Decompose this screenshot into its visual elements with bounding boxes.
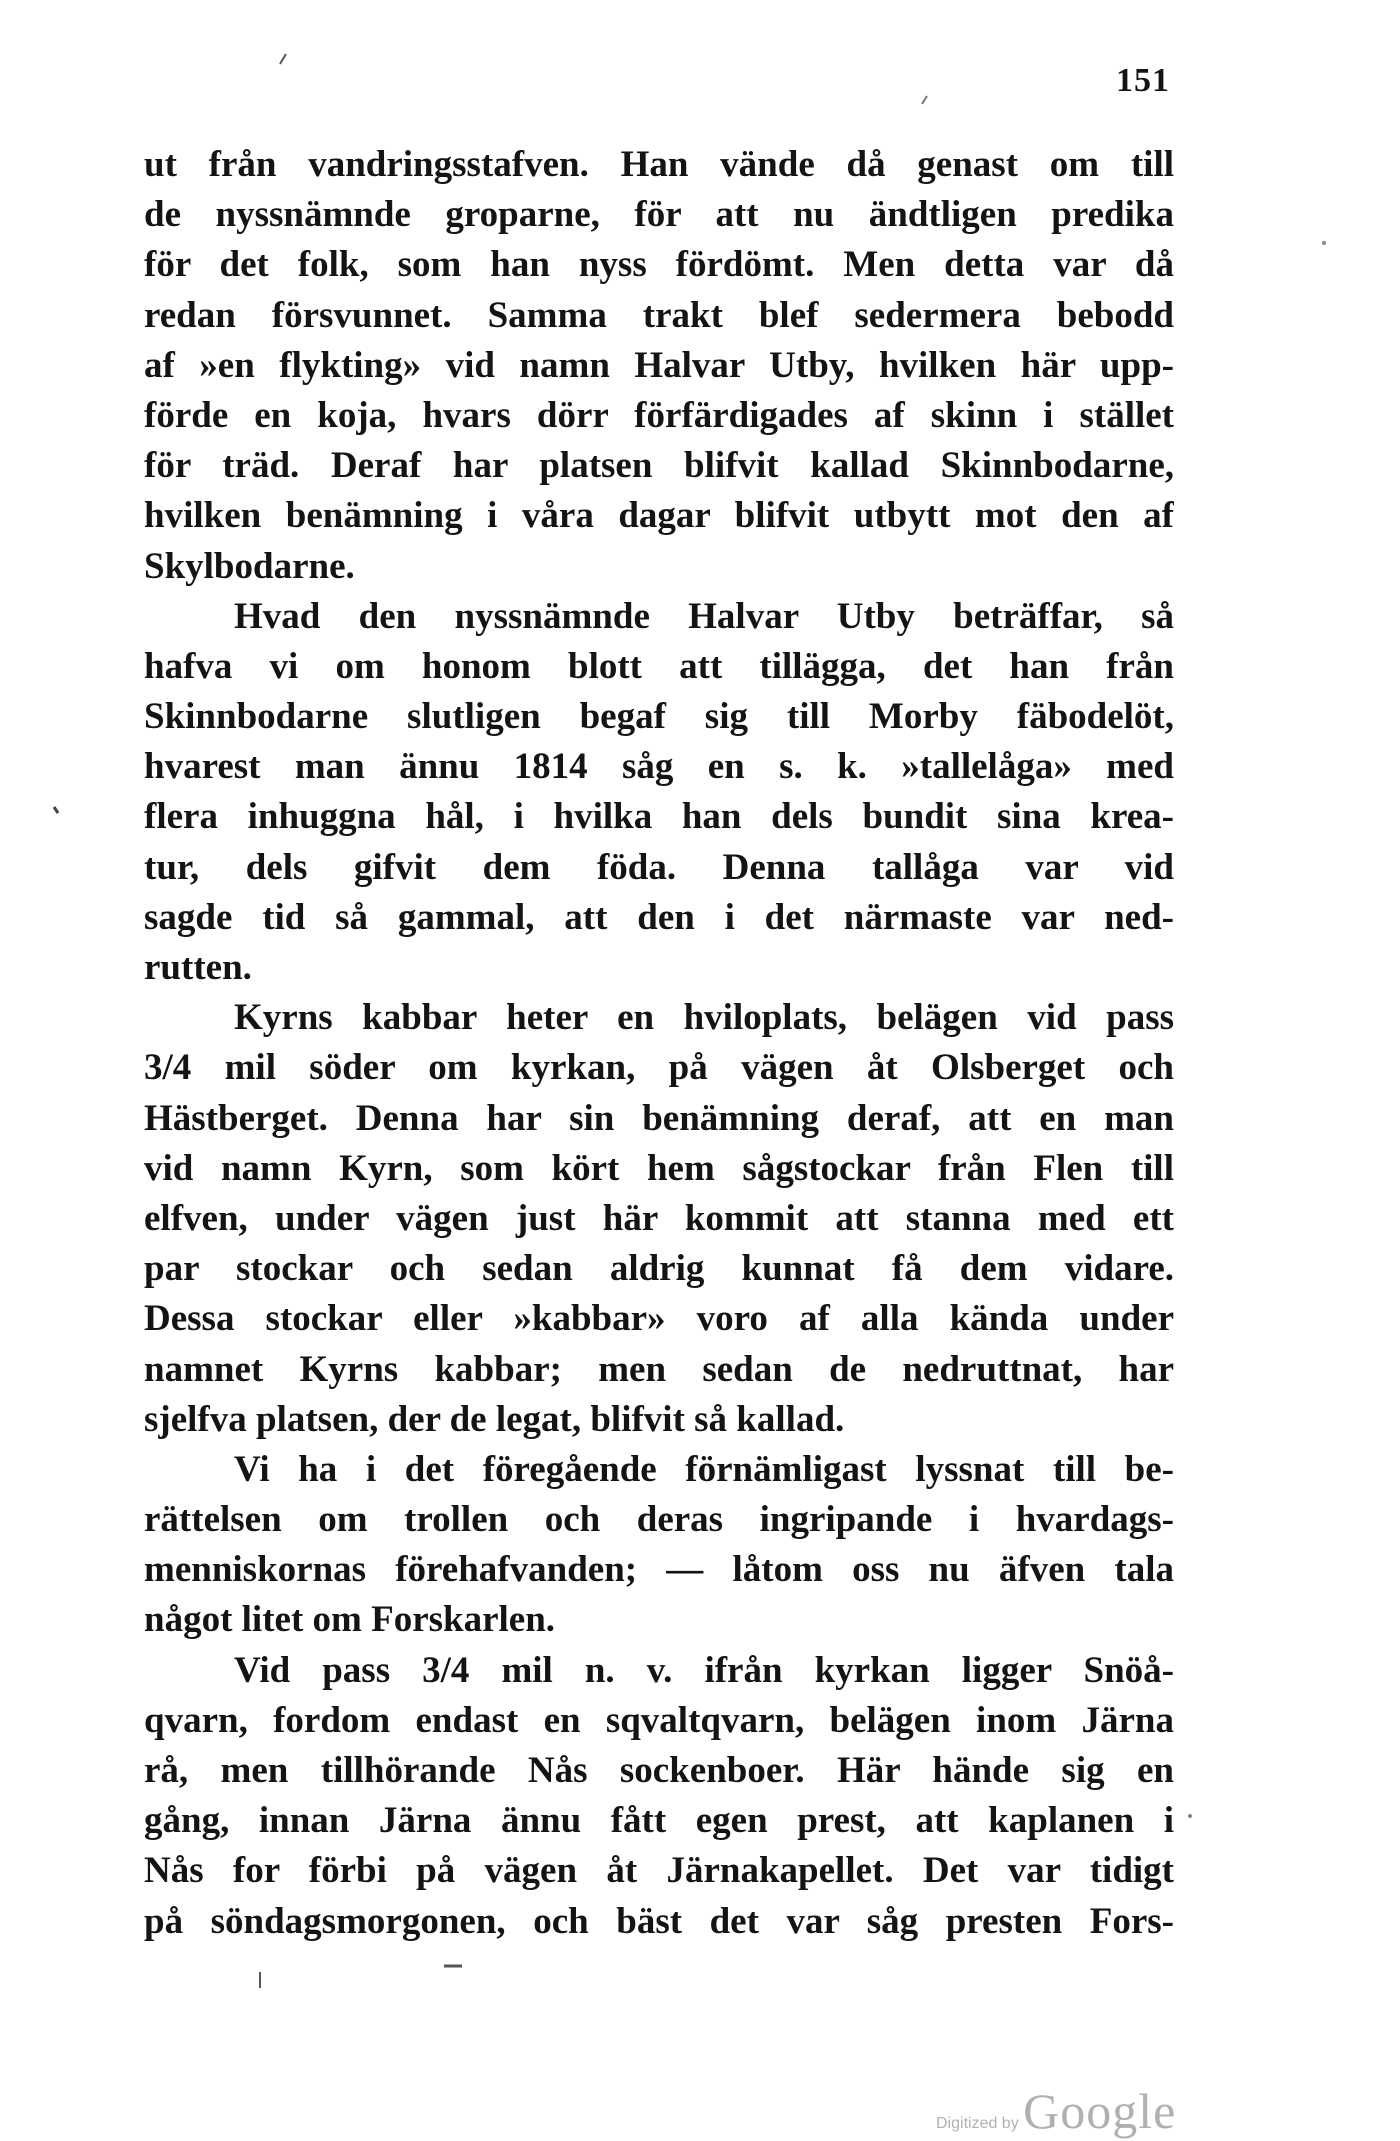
text-line: Hästberget. Denna har sin benämning deraf, att en man	[144, 1097, 1174, 1139]
text-line: sagde tid så gammal, att den i det närmaste var ned-	[144, 896, 1174, 938]
text-line: Vid pass 3/4 mil n. v. ifrån kyrkan ligger Snöå-	[234, 1649, 1174, 1691]
text-line: sjelfva platsen, der de legat, blifvit så kallad.	[144, 1398, 845, 1440]
text-line: par stockar och sedan aldrig kunnat få dem vidare.	[144, 1248, 1174, 1290]
text-line: rå, men tillhörande Nås sockenboer. Här hände sig en	[144, 1750, 1174, 1791]
google-logo: Google	[1023, 2083, 1177, 2139]
text-line: hafva vi om honom blott att tillägga, det han från	[144, 645, 1174, 687]
text-line: för träd. Deraf har platsen blifvit kallad Skinnbodarne,	[144, 445, 1174, 487]
text-line: hvilken benämning i våra dagar blifvit utbytt mot den af	[144, 495, 1174, 537]
text-line: förde en koja, hvars dörr förfärdigades af skinn i stället	[144, 394, 1174, 436]
text-line: de nyssnämnde groparne, för att nu ändtligen predika	[144, 194, 1174, 236]
text-line: ut från vandringsstafven. Han vände då genast om till	[144, 144, 1174, 185]
text-line: Skinnbodarne slutligen begaf sig till Morby fäbodelöt,	[144, 696, 1174, 738]
text-line: rättelsen om trollen och deras ingripande i hvardags-	[144, 1499, 1174, 1541]
digitized-by-label: Digitized by	[936, 2115, 1019, 2132]
text-line: Dessa stockar eller »kabbar» voro af alla kända under	[144, 1298, 1174, 1340]
text-line: 3/4 mil söder om kyrkan, på vägen åt Olsberget och	[144, 1047, 1174, 1089]
text-line: elfven, under vägen just här kommit att stanna med ett	[144, 1197, 1174, 1239]
text-line: Hvad den nyssnämnde Halvar Utby beträffar, så	[234, 595, 1174, 637]
text-line: flera inhuggna hål, i hvilka han dels bundit sina krea-	[144, 796, 1174, 838]
text-line: tur, dels gifvit dem föda. Denna tallåga var vid	[144, 846, 1174, 888]
text-line: hvarest man ännu 1814 såg en s. k. »tallelåga» med	[144, 746, 1174, 788]
text-line: för det folk, som han nyss fördömt. Men detta var då	[144, 244, 1174, 286]
text-line: på söndagsmorgonen, och bäst det var såg presten Fors-	[144, 1900, 1174, 1942]
body-text	[144, 140, 1174, 1947]
text-line: Kyrns kabbar heter en hviloplats, belägen vid pass	[234, 997, 1174, 1039]
text-line: qvarn, fordom endast en sqvaltqvarn, belägen inom Järna	[144, 1699, 1174, 1741]
text-line: Skylbodarne.	[144, 545, 355, 587]
text-line: något litet om Forskarlen.	[144, 1599, 556, 1641]
text-line: Nås for förbi på vägen åt Järnakapellet. Det var tidigt	[144, 1850, 1174, 1892]
text-line: namnet Kyrns kabbar; men sedan de nedruttnat, har	[144, 1348, 1174, 1390]
text-line: vid namn Kyrn, som kört hem sågstockar från Flen till	[144, 1147, 1174, 1189]
text-line: redan försvunnet. Samma trakt blef sedermera bebodd	[144, 294, 1174, 336]
text-line: rutten.	[144, 947, 252, 988]
text-line: menniskornas förehafvanden; — låtom oss nu äfven tala	[144, 1549, 1174, 1591]
text-line: gång, innan Järna ännu fått egen prest, att kaplanen i	[144, 1800, 1174, 1842]
text-line: Vi ha i det föregående förnämligast lyssnat till be-	[234, 1448, 1174, 1490]
page-number: 151	[1116, 62, 1170, 99]
text-line: af »en flykting» vid namn Halvar Utby, hvilken här upp-	[144, 344, 1174, 386]
digitized-by-google-watermark	[936, 2082, 1236, 2138]
